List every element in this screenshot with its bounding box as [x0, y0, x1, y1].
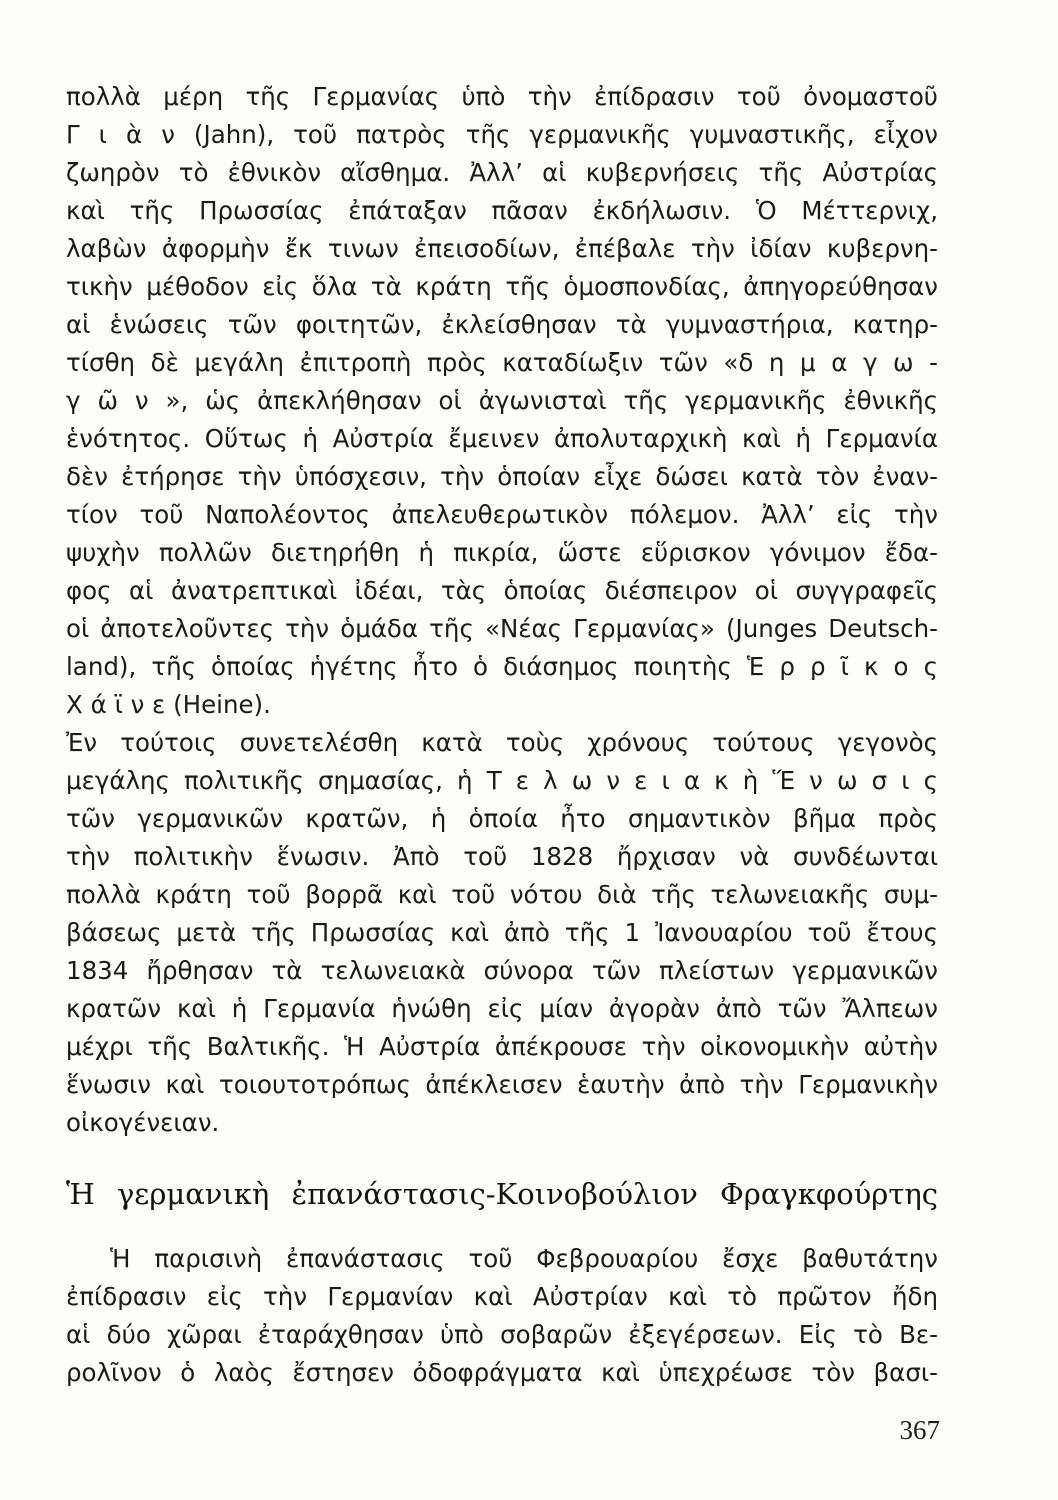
text-line: καὶ τῆς Πρωσσίας ἐπάταξαν πᾶσαν ἐκδήλωσιν. Ὁ Μέττερνιχ, [66, 196, 938, 225]
text-line: λαβὼν ἀφορμὴν ἔκ τινων ἐπεισοδίων, ἐπέβαλε τὴν ἰδίαν κυβερνη- [66, 234, 938, 263]
page-number: 367 [899, 1415, 940, 1445]
text-line: μέχρι τῆς Βαλτικῆς. Ἡ Αὐστρία ἀπέκρουσε τὴν οἰκονομικὴν αὐτὴν [66, 1032, 938, 1061]
text-line: ψυχὴν πολλῶν διετηρήθη ἡ πικρία, ὥστε εὕρισκον γόνιμον ἔδα- [66, 538, 938, 567]
text-line: Χ ά ϊ ν ε (Heine). [66, 690, 271, 719]
text-line: ἑνότητος. Οὕτως ἡ Αὐστρία ἔμεινεν ἀπολυταρχικὴ καὶ ἡ Γερμανία [66, 424, 938, 453]
text-line: αἱ ἑνώσεις τῶν φοιτητῶν, ἐκλείσθησαν τὰ γυμναστήρια, κατηρ- [66, 310, 938, 339]
text-line: πολλὰ κράτη τοῦ βορρᾶ καὶ τοῦ νότου διὰ τῆς τελωνειακῆς συμ- [66, 880, 938, 909]
text-line: ζωηρὸν τὸ ἐθνικὸν αἴσθημα. Ἀλλ’ αἱ κυβερνήσεις τῆς Αὐστρίας [66, 158, 938, 187]
text-line: βάσεως μετὰ τῆς Πρωσσίας καὶ ἀπὸ τῆς 1 Ἰανουαρίου τοῦ ἔτους [66, 918, 938, 947]
text-line: δὲν ἐτήρησε τὴν ὑπόσχεσιν, τὴν ὁποίαν εἶχε δώσει κατὰ τὸν ἐναν- [66, 462, 938, 491]
section-heading: Ἡ γερμανικὴ ἐπανάστασις-Κοινοβούλιον Φραγκφούρτης [66, 1177, 938, 1211]
text-line: Ἐν τούτοις συνετελέσθη κατὰ τοὺς χρόνους τούτους γεγονὸς [66, 728, 938, 757]
text-line: ἐπίδρασιν εἰς τὴν Γερμανίαν καὶ Αὐστρίαν καὶ τὸ πρῶτον ἤδη [66, 1282, 938, 1311]
text-line: τὴν πολιτικὴν ἕνωσιν. Ἀπὸ τοῦ 1828 ἤρχισαν νὰ συνδέωνται [66, 842, 938, 871]
text-line: γ ῶ ν », ὡς ἀπεκλήθησαν οἱ ἀγωνισταὶ τῆς γερμανικῆς ἐθνικῆς [66, 386, 938, 415]
text-line: τῶν γερμανικῶν κρατῶν, ἡ ὁποία ἦτο σημαντικὸν βῆμα πρὸς [66, 804, 938, 833]
text-line: Ἡ παρισινὴ ἐπανάστασις τοῦ Φεβρουαρίου ἔσχε βαθυτάτην [110, 1244, 938, 1273]
text-line: ἕνωσιν καὶ τοιουτοτρόπως ἀπέκλεισεν ἑαυτὴν ἀπὸ τὴν Γερμανικὴν [66, 1070, 938, 1099]
text-line: πολλὰ μέρη τῆς Γερμανίας ὑπὸ τὴν ἐπίδρασιν τοῦ ὀνομαστοῦ [66, 82, 938, 111]
text-line: τίον τοῦ Ναπολέοντος ἀπελευθερωτικὸν πόλεμον. Ἀλλ’ εἰς τὴν [66, 500, 938, 529]
text-line: κρατῶν καὶ ἡ Γερμανία ἡνώθη εἰς μίαν ἀγορὰν ἀπὸ τῶν Ἄλπεων [66, 994, 938, 1023]
text-line: land), τῆς ὁποίας ἡγέτης ἦτο ὁ διάσημος ποιητὴς Ἑ ρ ρ ῖ κ ο ς [66, 652, 938, 681]
text-line: ρολῖνον ὁ λαὸς ἔστησεν ὀδοφράγματα καὶ ὑπεχρέωσε τὸν βασι- [66, 1358, 938, 1387]
text-line: 1834 ἤρθησαν τὰ τελωνειακὰ σύνορα τῶν πλείστων γερμανικῶν [66, 956, 938, 985]
text-line: Γ ι ὰ ν (Jahn), τοῦ πατρὸς τῆς γερμανικῆς γυμναστικῆς, εἶχον [66, 120, 938, 149]
text-line: οἰκογένειαν. [66, 1108, 220, 1137]
text-line: οἱ ἀποτελοῦντες τὴν ὁμάδα τῆς «Νέας Γερμανίας» (Junges Deutsch- [66, 614, 938, 643]
text-line: τικὴν μέθοδον εἰς ὅλα τὰ κράτη τῆς ὁμοσπονδίας, ἀπηγορεύθησαν [66, 272, 938, 301]
text-line: μεγάλης πολιτικῆς σημασίας, ἡ Τ ε λ ω ν ε ι α κ ὴ Ἕ ν ω σ ι ς [66, 766, 938, 795]
text-line: αἱ δύο χῶραι ἐταράχθησαν ὑπὸ σοβαρῶν ἐξεγέρσεων. Εἰς τὸ Βε- [66, 1320, 938, 1349]
text-line: τίσθη δὲ μεγάλη ἐπιτροπὴ πρὸς καταδίωξιν τῶν «δ η μ α γ ω - [66, 348, 938, 377]
text-line: φος αἱ ἀνατρεπτικαὶ ἰδέαι, τὰς ὁποίας διέσπειρον οἱ συγγραφεῖς [66, 576, 938, 605]
